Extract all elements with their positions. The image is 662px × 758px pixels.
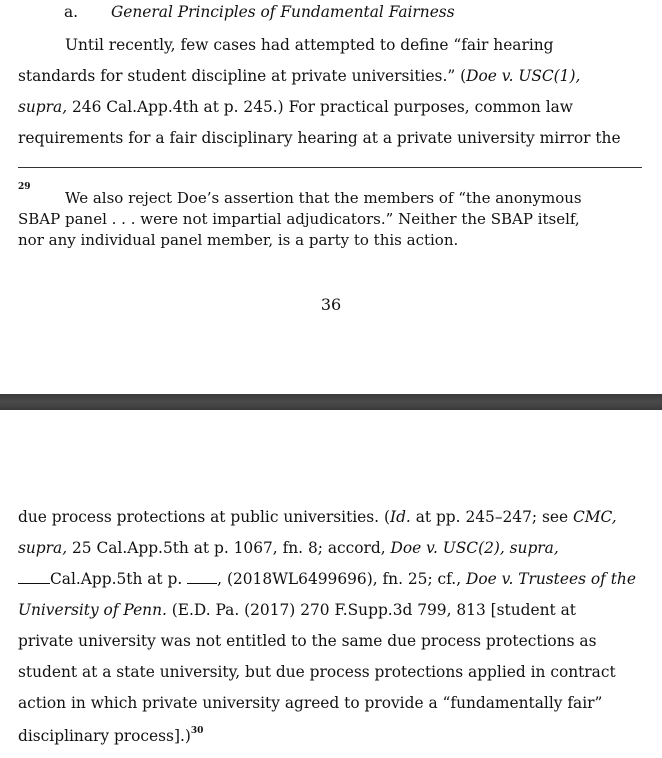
page-break-separator <box>0 394 662 410</box>
body-line: standards for student discipline at private universities.” (Doe v. USC(1), <box>18 67 581 85</box>
section-heading <box>64 2 455 22</box>
body-line: disciplinary process].)$^{30}$ <box>18 726 204 745</box>
body-line: supra, 25 Cal.App.5th at p. 1067, fn. 8; accord, Doe v. USC(2), supra, <box>18 539 559 557</box>
footnote-divider <box>18 167 642 168</box>
section-marker: a. <box>64 3 79 21</box>
body-line: requirements for a fair disciplinary hearing at a private university mirror the <box>18 129 621 147</box>
body-line: Until recently, few cases had attempted to define “fair hearing <box>65 36 554 54</box>
body-line: student at a state university, but due process protections applied in contract <box>18 663 616 681</box>
footnote-reference: 30 <box>190 726 204 736</box>
section-title: General Principles of Fundamental Fairness <box>110 3 455 21</box>
document-page-bottom <box>0 410 662 758</box>
body-line: Cal.App.5th at p. , (2018WL6499696), fn. 25; cf., Doe v. Trustees of the <box>18 569 636 589</box>
body-line: supra, 246 Cal.App.4th at p. 245.) For practical purposes, common law <box>18 98 573 116</box>
footnote-line: SBAP panel . . . were not impartial adjudicators.” Neither the SBAP itself, <box>18 210 580 228</box>
body-line: University of Penn. (E.D. Pa. (2017) 270 F.Supp.3d 799, 813 [student at <box>18 601 576 619</box>
body-line: private university was not entitled to the same due process protections as <box>18 632 597 650</box>
body-line: due process protections at public universities. (Id. at pp. 245–247; see CMC, <box>18 508 617 526</box>
page-number: 36 <box>320 295 342 314</box>
footnote-number: 29 <box>18 182 31 192</box>
footnote-line: nor any individual panel member, is a party to this action. <box>18 231 459 249</box>
body-line: action in which private university agreed to provide a “fundamentally fair” <box>18 694 603 712</box>
footnote-line: We also reject Doe’s assertion that the members of “the anonymous <box>65 189 582 207</box>
